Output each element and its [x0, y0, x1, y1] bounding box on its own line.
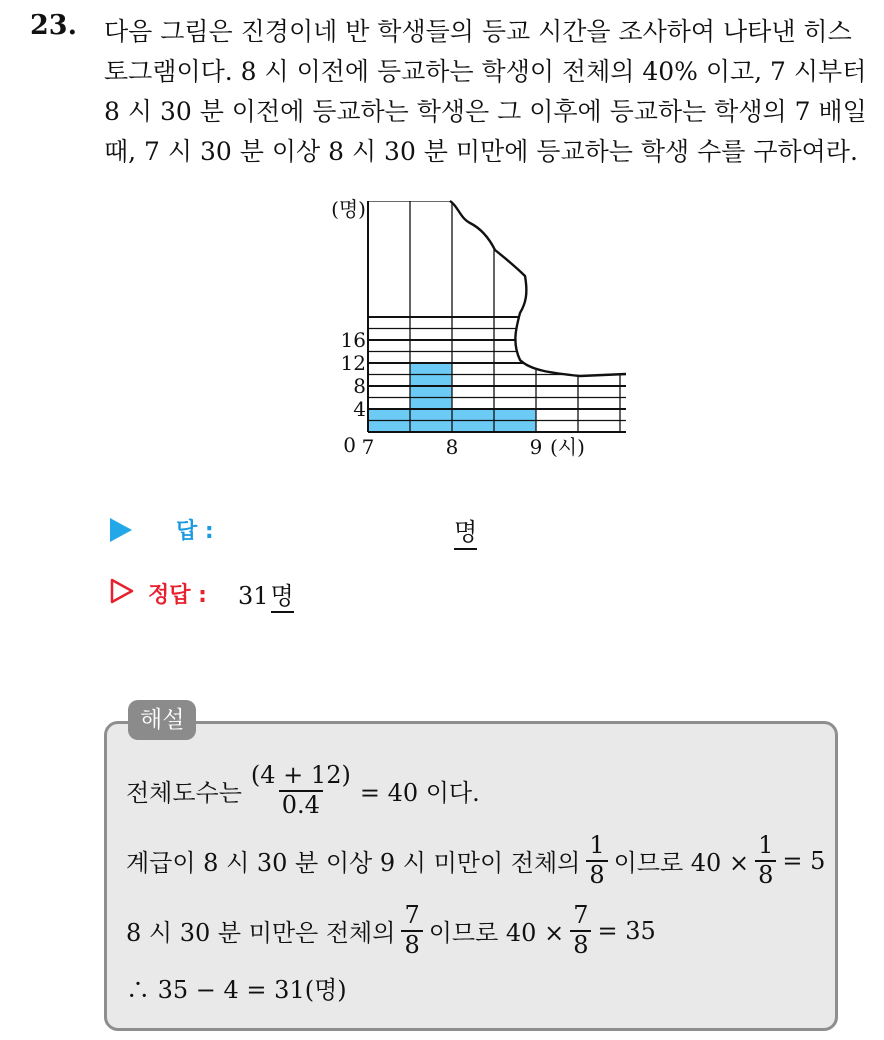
- answer-unit: 명: [454, 512, 477, 550]
- denominator: 8: [586, 860, 607, 890]
- fraction: [401, 902, 422, 959]
- solution-text: ∴ 35 − 4 = 31(명): [126, 976, 347, 1004]
- solution-text: 8 시 30 분 미만은 전체의: [126, 919, 396, 948]
- fraction: [586, 832, 607, 889]
- fraction: [570, 902, 591, 959]
- solution-text: 전체도수는: [126, 779, 242, 808]
- numerator: 7: [573, 901, 589, 929]
- origin-label: 0: [343, 433, 356, 457]
- outline-triangle-icon: [110, 578, 134, 604]
- solution-text: 이므로 40 ×: [613, 849, 750, 878]
- solution-line-2: [126, 832, 825, 889]
- solution-line-3: [126, 902, 656, 959]
- numerator: 7: [404, 901, 420, 929]
- solution-tag: 해설: [128, 700, 196, 740]
- question-number: 23.: [30, 10, 77, 41]
- solution-text: = 5: [782, 846, 826, 875]
- y-axis-label: (명): [331, 197, 366, 221]
- answer-label: 답 :: [176, 519, 214, 544]
- correct-answer-number: 31: [238, 582, 269, 610]
- question-line: 다음 그림은 진경이네 반 학생들의 등교 시간을 조사하여 나타낸 히스: [104, 17, 852, 46]
- y-tick-label: 4: [353, 397, 366, 421]
- y-tick-label: 16: [340, 328, 366, 352]
- correct-answer-value: [238, 576, 294, 611]
- y-tick-label: 12: [340, 351, 366, 375]
- denominator: 8: [570, 930, 591, 960]
- x-axis-label: (시): [550, 435, 585, 459]
- y-tick-label: 8: [353, 374, 366, 398]
- triangle-bullet-icon: [110, 518, 132, 542]
- x-tick-label: 8: [445, 435, 459, 459]
- question-line: 때, 7 시 30 분 이상 8 시 30 분 미만에 등교하는 학생 수를 구하여라.: [104, 137, 858, 166]
- numerator: 1: [758, 831, 774, 859]
- correct-answer-unit: 명: [271, 582, 294, 613]
- denominator: 0.4: [279, 790, 323, 820]
- numerator: 1: [589, 831, 605, 859]
- solution-line-1: [126, 762, 480, 819]
- solution-text: = 35: [597, 916, 656, 945]
- numerator: (4 + 12): [250, 761, 351, 789]
- denominator: 8: [755, 860, 776, 890]
- question-line: 8 시 30 분 이전에 등교하는 학생은 그 이후에 등교하는 학생의 7 배일: [104, 97, 867, 126]
- solution-text: = 40 이다.: [359, 779, 480, 808]
- solution-text: 계급이 8 시 30 분 이상 9 시 미만이 전체의: [126, 849, 581, 878]
- solution-line-4: [126, 970, 347, 1005]
- question-line: 토그램이다. 8 시 이전에 등교하는 학생이 전체의 40% 이고, 7 시부터: [104, 57, 867, 86]
- fraction: [248, 762, 354, 819]
- denominator: 8: [401, 930, 422, 960]
- tear-edge: [450, 201, 626, 376]
- correct-answer-label: 정답 :: [148, 583, 207, 608]
- histogram-figure: [300, 188, 660, 478]
- fraction: [755, 832, 776, 889]
- x-tick-label: 9: [529, 435, 543, 459]
- solution-text: 이므로 40 ×: [428, 919, 565, 948]
- question-text: [104, 12, 867, 172]
- x-tick-label: 7: [361, 435, 375, 459]
